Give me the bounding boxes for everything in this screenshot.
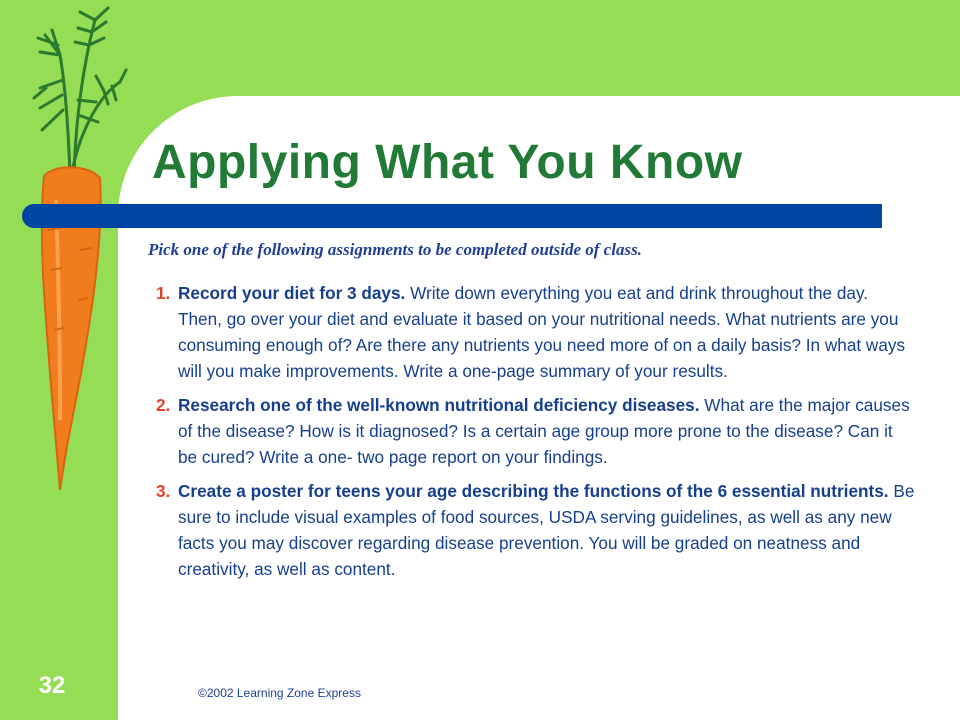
item-body: Be sure to include visual examples of food sources, USDA serving guidelines, as well as any new facts you may discover regarding disease prevention. You will be graded on neatness and creativity, as well as content. bbox=[178, 481, 915, 579]
item-lead: Record your diet for 3 days. bbox=[178, 283, 411, 303]
item-body: Write down everything you eat and drink throughout the day. Then, go over your diet and evaluate it based on your nutritional needs. What nutrients are you consuming enough of? Are there any nutrients you need more of on a daily basis? In what ways will you make improvements. Write a one-page summary of your results. bbox=[178, 283, 906, 381]
copyright-notice: ©2002 Learning Zone Express bbox=[198, 686, 361, 700]
item-number: 3. bbox=[156, 481, 171, 501]
item-number: 2. bbox=[156, 395, 171, 415]
list-item bbox=[156, 392, 916, 470]
carrot-leaves-icon bbox=[34, 8, 126, 172]
list-item bbox=[156, 280, 916, 384]
slide-subtitle: Pick one of the following assignments to be completed outside of class. bbox=[148, 240, 642, 259]
page-number: 32 bbox=[38, 672, 66, 699]
item-number: 1. bbox=[156, 283, 171, 303]
carrot-illustration bbox=[0, 0, 130, 500]
item-lead: Create a poster for teens your age describing the functions of the 6 essential nutrients. bbox=[178, 481, 894, 501]
item-lead: Research one of the well-known nutritional deficiency diseases. bbox=[178, 395, 705, 415]
assignment-list bbox=[156, 280, 916, 590]
list-item bbox=[156, 478, 916, 582]
slide-title: Applying What You Know bbox=[152, 136, 743, 189]
item-body: What are the major causes of the disease? How is it diagnosed? Is a certain age group more prone to the disease? Can it be cured? Write a one- two page report on your findings. bbox=[178, 395, 910, 467]
title-underline-bar bbox=[22, 204, 882, 228]
